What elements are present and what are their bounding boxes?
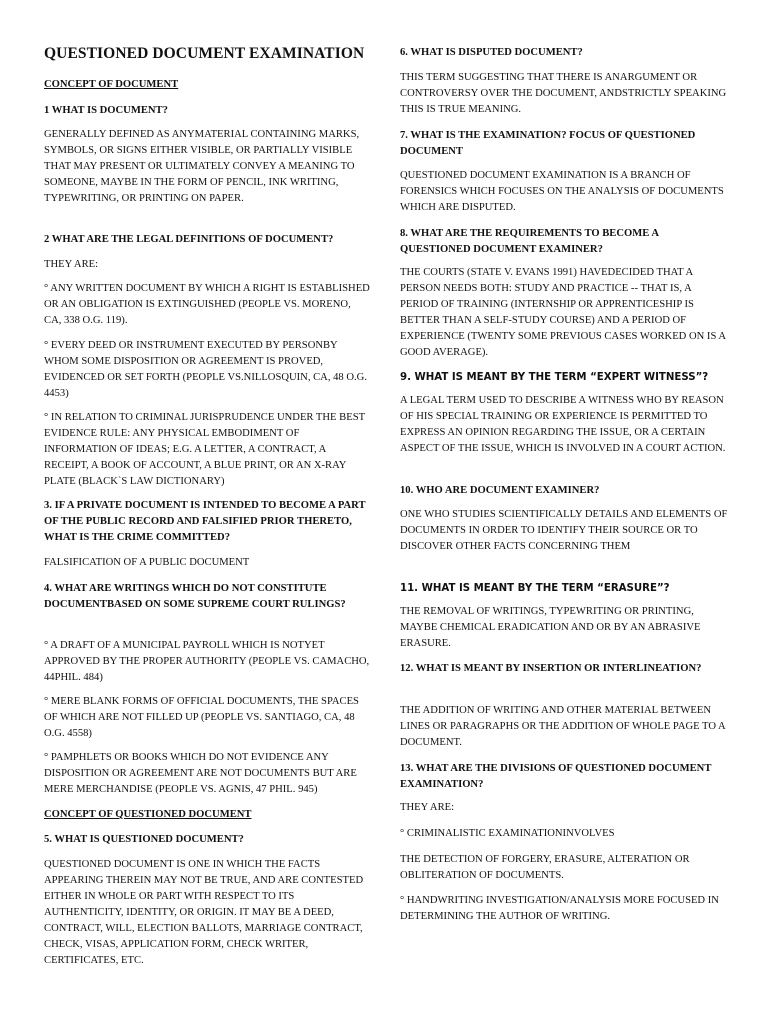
document-title: QUESTIONED DOCUMENT EXAMINATION: [44, 45, 365, 62]
question-6: 6. WHAT IS DISPUTED DOCUMENT?: [400, 47, 583, 58]
answer-13-paragraph: THE DETECTION OF FORGERY, ERASURE, ALTERATION OR OBLITERATION OF DOCUMENTS.: [400, 854, 690, 881]
answer-2-intro: THEY ARE:: [44, 259, 99, 270]
answer-2-bullet-2: ° EVERY DEED OR INSTRUMENT EXECUTED BY PERSONBY WHOM SOME DISPOSITION OR AGREEMENT IS PROVED, EVIDENCED OR SET FORTH (PEOPLE VS.NILLOSQUIN, CA, 48 O.G. 4453): [44, 340, 367, 399]
answer-1: GENERALLY DEFINED AS ANYMATERIAL CONTAINING MARKS, SYMBOLS, OR SIGNS EITHER VISIBLE, OR PARTIALLY VISIBLE THAT MAY PRESENT OR ULTIMATELY CONVEY A MEANING TO SOMEONE, MAYBE IN THE FORM OF PENCIL, INK WRITING, TYPEWRITING, OR PRINTING ON PAPER.: [44, 129, 360, 204]
question-13: 13. WHAT ARE THE DIVISIONS OF QUESTIONED DOCUMENT EXAMINATION?: [400, 763, 712, 790]
question-2: 2 WHAT ARE THE LEGAL DEFINITIONS OF DOCUMENT?: [44, 234, 334, 245]
question-9: 9. WHAT IS MEANT BY THE TERM “EXPERT WITNESS”?: [400, 372, 709, 383]
answer-4-bullet-2: ° MERE BLANK FORMS OF OFFICIAL DOCUMENTS, THE SPACES OF WHICH ARE NOT FILLED UP (PEOPLE VS. SANTIAGO, CA, 48 O.G. 4558): [44, 696, 359, 739]
section-heading-concept-of-document: CONCEPT OF DOCUMENT: [44, 79, 179, 90]
answer-3: FALSIFICATION OF A PUBLIC DOCUMENT: [44, 557, 250, 568]
answer-11: THE REMOVAL OF WRITINGS, TYPEWRITING OR PRINTING, MAYBE CHEMICAL ERADICATION AND OR BY AN ABRASIVE ERASURE.: [400, 606, 701, 649]
question-1: 1 WHAT IS DOCUMENT?: [44, 105, 168, 116]
answer-6: THIS TERM SUGGESTING THAT THERE IS ANARGUMENT OR CONTROVERSY OVER THE DOCUMENT, ANDSTRICTLY SPEAKING THIS IS TRUE MEANING.: [400, 72, 727, 115]
answer-13-intro: THEY ARE:: [400, 802, 455, 813]
question-12: 12. WHAT IS MEANT BY INSERTION OR INTERLINEATION?: [400, 663, 702, 674]
answer-4-bullet-3: ° PAMPHLETS OR BOOKS WHICH DO NOT EVIDENCE ANY DISPOSITION OR AGREEMENT ARE NOT DOCUMENTS BUT ARE MERE MERCHANDISE (PEOPLE VS. AGNIS, 47 PHIL. 945): [44, 752, 357, 795]
answer-10: ONE WHO STUDIES SCIENTIFICALLY DETAILS AND ELEMENTS OF DOCUMENTS IN ORDER TO IDENTIFY THEIR SOURCE OR TO DISCOVER OTHER FACTS CONCERNING THEM: [400, 509, 728, 552]
answer-2-bullet-1: ° ANY WRITTEN DOCUMENT BY WHICH A RIGHT IS ESTABLISHED OR AN OBLIGATION IS EXTINGUISHED (PEOPLE VS. MORENO, CA, 338 O.G. 119).: [44, 283, 370, 326]
question-3: 3. IF A PRIVATE DOCUMENT IS INTENDED TO BECOME A PART OF THE PUBLIC RECORD AND FALSIFIED PRIOR THERETO, WHAT IS THE CRIME COMMITTED?: [44, 500, 366, 543]
answer-8: THE COURTS (STATE V. EVANS 1991) HAVEDECIDED THAT A PERSON NEEDS BOTH: STUDY AND PRACTICE -- THAT IS, A PERIOD OF TRAINING (INTERNSHIP OR APPRENTICESHIP IS BETTER THAN A SELF-STUDY COURSE) AND A PERIOD OF EXPERIENCE (TWENTY SOME PREVIOUS CASES WORKED ON IS A GOOD AVERAGE).: [400, 267, 726, 358]
answer-13-bullet-2: ° HANDWRITING INVESTIGATION/ANALYSIS MORE FOCUSED IN DETERMINING THE AUTHOR OF WRITING.: [400, 895, 719, 922]
question-5: 5. WHAT IS QUESTIONED DOCUMENT?: [44, 834, 244, 845]
answer-13-bullet-1: ° CRIMINALISTIC EXAMINATIONINVOLVES: [400, 828, 615, 839]
answer-4-bullet-1: ° A DRAFT OF A MUNICIPAL PAYROLL WHICH IS NOTYET APPROVED BY THE PROPER AUTHORITY (PEOPLE VS. CAMACHO, 44PHIL. 484): [44, 640, 370, 683]
question-8: 8. WHAT ARE THE REQUIREMENTS TO BECOME A QUESTIONED DOCUMENT EXAMINER?: [400, 228, 659, 255]
section-heading-concept-of-questioned-document: CONCEPT OF QUESTIONED DOCUMENT: [44, 809, 252, 820]
answer-7: QUESTIONED DOCUMENT EXAMINATION IS A BRANCH OF FORENSICS WHICH FOCUSES ON THE ANALYSIS OF DOCUMENTS WHICH ARE DISPUTED.: [400, 170, 724, 213]
question-4: 4. WHAT ARE WRITINGS WHICH DO NOT CONSTITUTE DOCUMENTBASED ON SOME SUPREME COURT RULINGS?: [44, 583, 346, 610]
question-11: 11. WHAT IS MEANT BY THE TERM “ERASURE”?: [400, 583, 670, 594]
question-10: 10. WHO ARE DOCUMENT EXAMINER?: [400, 485, 600, 496]
answer-12: THE ADDITION OF WRITING AND OTHER MATERIAL BETWEEN LINES OR PARAGRAPHS OR THE ADDITION OF WHOLE PAGE TO A DOCUMENT.: [400, 705, 726, 748]
answer-5: QUESTIONED DOCUMENT IS ONE IN WHICH THE FACTS APPEARING THEREIN MAY NOT BE TRUE, AND ARE CONTESTED EITHER IN WHOLE OR PART WITH RESPECT TO ITS AUTHENTICITY, IDENTITY, OR ORIGIN. IT MAY BE A DEED, CONTRACT, WILL, ELECTION BALLOTS, MARRIAGE CONTRACT, CHECK, VISAS, APPLICATION FORM, CHECK WRITER, CERTIFICATES, ETC.: [44, 859, 364, 966]
answer-9: A LEGAL TERM USED TO DESCRIBE A WITNESS WHO BY REASON OF HIS SPECIAL TRAINING OR EXPERIENCE IS PERMITTED TO EXPRESS AN OPINION REGARDING THE ISSUE, OR A CERTAIN ASPECT OF THE ISSUE, WHICH IS INVOLVED IN A COURT ACTION.: [400, 395, 726, 454]
answer-2-bullet-3: ° IN RELATION TO CRIMINAL JURISPRUDENCE UNDER THE BEST EVIDENCE RULE: ANY PHYSICAL EMBODIMENT OF INFORMATION OF IDEAS; E.G. A LETTER, A CONTRACT, A RECEIPT, A BOOK OF ACCOUNT, A BLUE PRINT, OR AN X-RAY PLATE (BLACK`S LAW DICTIONARY): [44, 412, 365, 487]
question-7: 7. WHAT IS THE EXAMINATION? FOCUS OF QUESTIONED DOCUMENT: [400, 130, 696, 157]
